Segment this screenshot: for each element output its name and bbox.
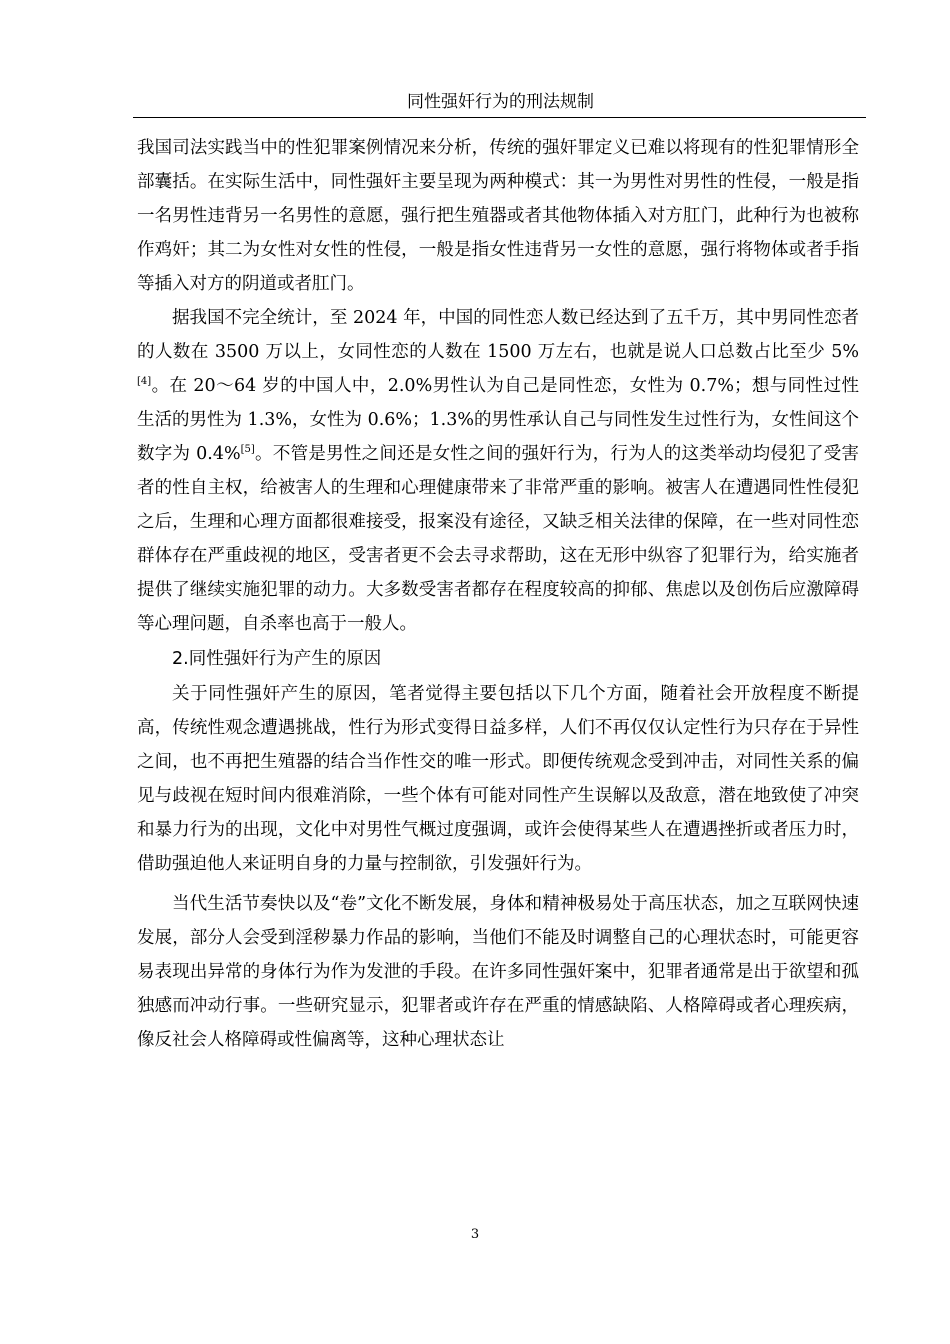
paragraph-2-text-a: 据我国不完全统计，至 2024 年，中国的同性恋人数已经达到了五千万，其中男同性恋者的人数在 3500 万以上，女同性恋的人数在 1500 万左右，也就是说人口总数占比至少 5% xyxy=(137,308,859,362)
paragraph-3: 关于同性强奸产生的原因，笔者觉得主要包括以下几个方面，随着社会开放程度不断提高，传统性观念遭遇挑战，性行为形式变得日益多样，人们不再仅仅认定性行为只存在于异性之间，也不再把生殖器的结合当作性交的唯一形式。即便传统观念受到冲击，对同性关系的偏见与歧视在短时间内很难消除，一些个体有可能对同性产生误解以及敌意，潜在地致使了冲突和暴力行为的出现，文化中对男性气概过度强调，或许会使得某些人在遭遇挫折或者压力时，借助强迫他人来证明自身的力量与控制欲，引发强奸行为。 xyxy=(137,684,859,874)
paragraph-4: 当代生活节奏快以及“卷”文化不断发展，身体和精神极易处于高压状态，加之互联网快速发展，部分人会受到淫秽暴力作品的影响，当他们不能及时调整自己的心理状态时，可能更容易表现出异常的身体行为作为发泄的手段。在许多同性强奸案中，犯罪者通常是出于欲望和孤独感而冲动行事。一些研究显示，犯罪者或许存在严重的情感缺陷、人格障碍或者心理疾病，像反社会人格障碍或性偏离等，这种心理状态让 xyxy=(137,894,859,1050)
header-divider xyxy=(133,117,866,118)
running-header-title: 同性强奸行为的刑法规制 xyxy=(407,92,594,112)
body-text xyxy=(137,131,859,1057)
paragraph-1: 我国司法实践当中的性犯罪案例情况来分析，传统的强奸罪定义已难以将现有的性犯罪情形全部囊括。在实际生活中，同性强奸主要呈现为两种模式：其一为男性对男性的性侵，一般是指一名男性违背另一名男性的意愿，强行把生殖器或者其他物体插入对方肛门，此种行为也被称作鸡奸；其二为女性对女性的性侵，一般是指女性违背另一女性的意愿，强行将物体或者手指等插入对方的阴道或者肛门。 xyxy=(137,138,859,294)
paragraph-2-text-c: 。不管是男性之间还是女性之间的强奸行为，行为人的这类举动均侵犯了受害者的性自主权，给被害人的生理和心理健康带来了非常严重的影响。被害人在遭遇同性性侵犯之后，生理和心理方面都很难接受，报案没有途径，又缺乏相关法律的保障，在一些对同性恋群体存在严重歧视的地区，受害者更不会去寻求帮助，这在无形中纵容了犯罪行为，给实施者提供了继续实施犯罪的动力。大多数受害者都存在程度较高的抑郁、焦虑以及创伤后应激障碍等心理问题，自杀率也高于一般人。 xyxy=(137,444,859,634)
paragraph-2-text-b: 。在 20～64 岁的中国人中，2.0%男性认为自己是同性恋，女性为 0.7%；想与同性过性生活的男性为 1.3%，女性为 0.6%；1.3%的男性承认自己与同性发生过性行为，女性间这个数字为 0.4% xyxy=(137,376,860,464)
section-heading: 2.同性强奸行为产生的原因 xyxy=(172,649,382,669)
paragraph-2 xyxy=(137,301,859,641)
citation-4: [4] xyxy=(137,376,152,388)
page-number: 3 xyxy=(470,1227,480,1242)
citation-5: [5] xyxy=(240,444,255,456)
